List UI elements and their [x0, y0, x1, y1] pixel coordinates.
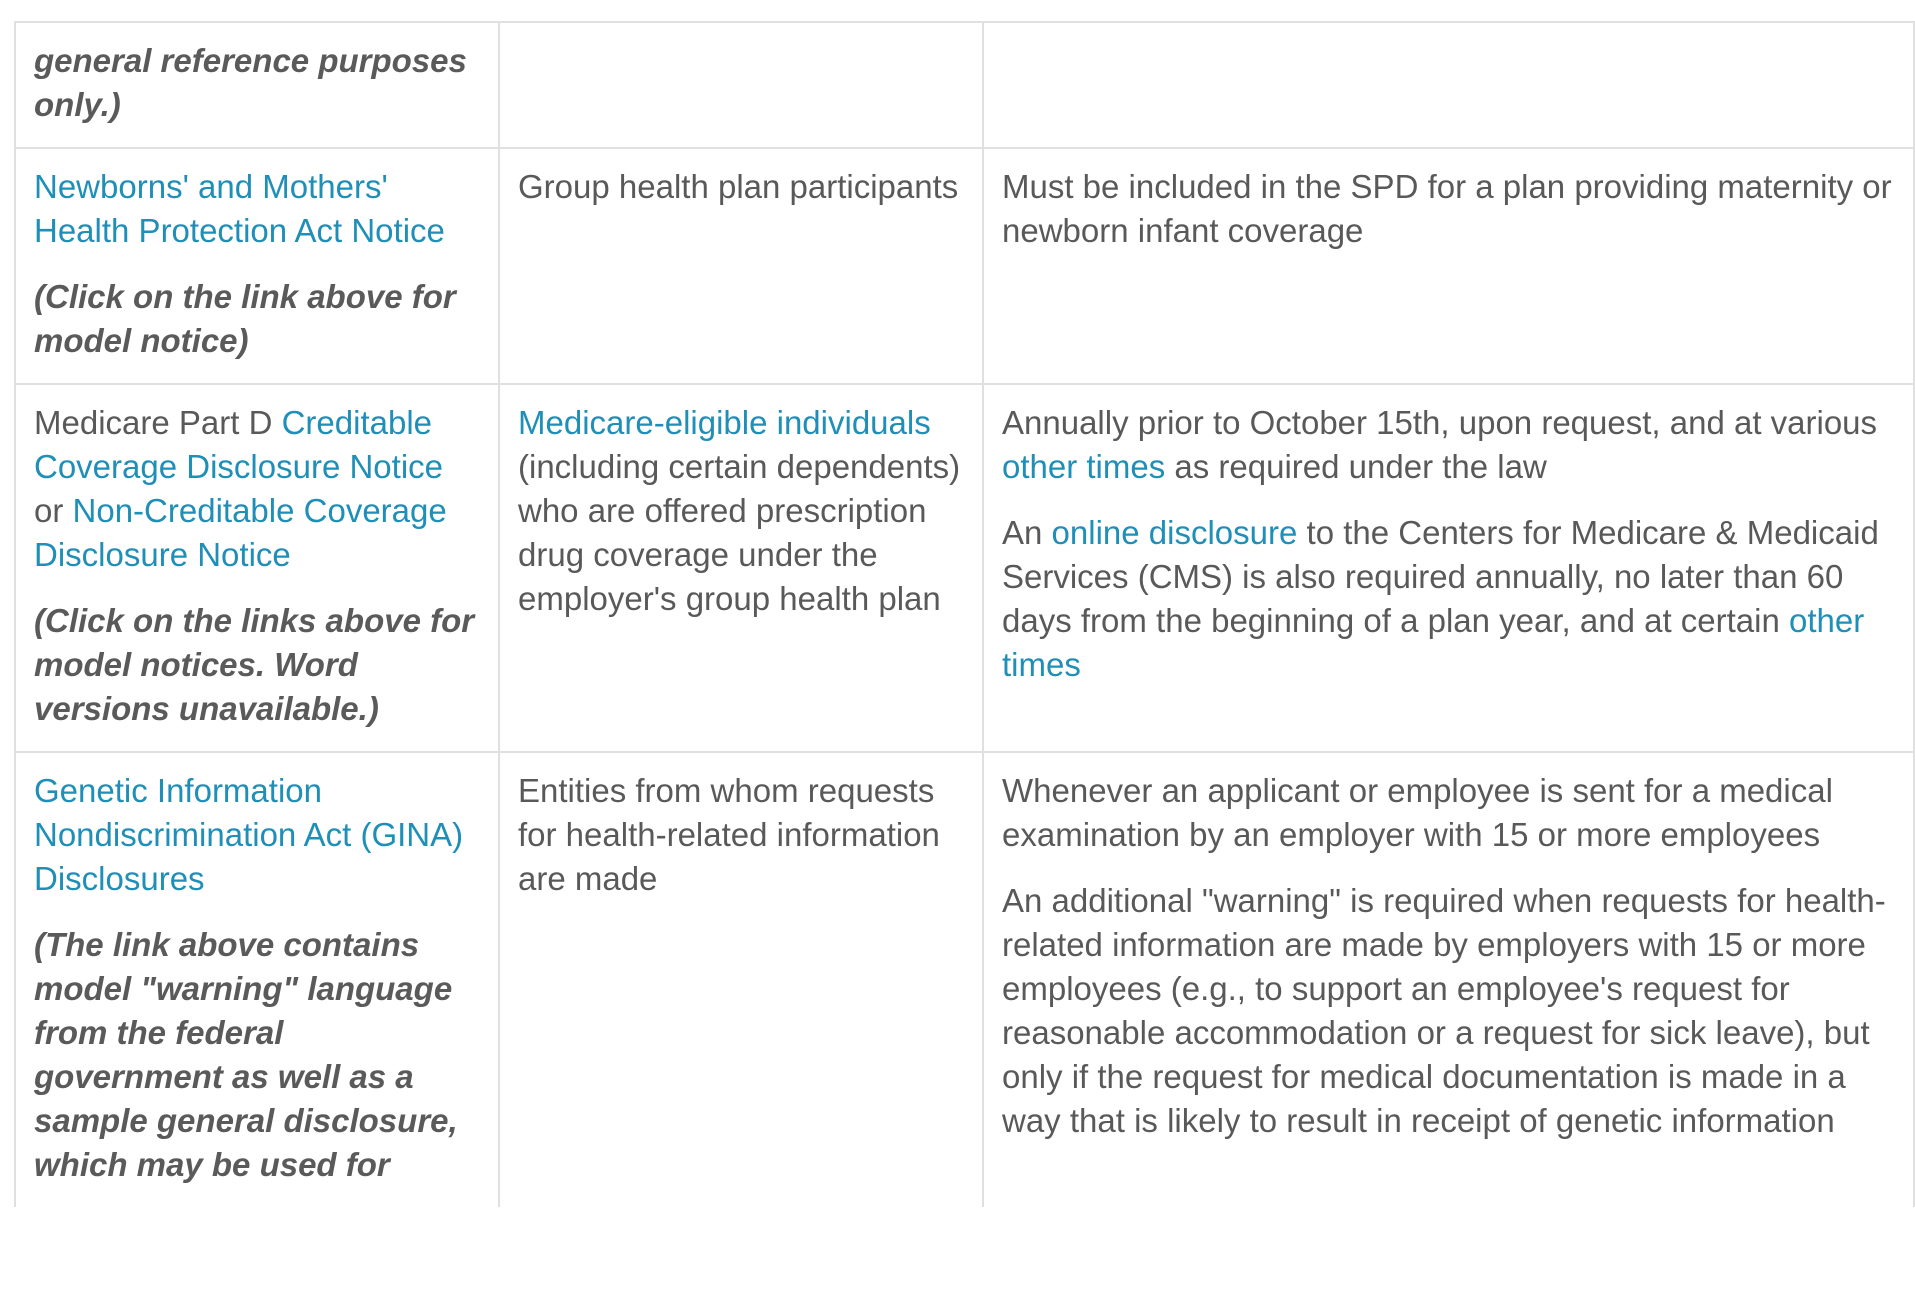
usage-note: (Click on the links above for model notices. Word versions unavailable.) — [34, 602, 475, 727]
notices-table — [14, 21, 1915, 1207]
table-row — [15, 148, 1914, 384]
timing-cell — [983, 752, 1914, 1207]
table-row — [15, 384, 1914, 752]
recipients-cell — [499, 148, 983, 384]
notice-prefix-text: Medicare Part D — [34, 404, 282, 441]
other-times-link[interactable]: other times — [1002, 448, 1166, 485]
timing-cell — [983, 384, 1914, 752]
timing-text: An additional "warning" is required when requests for health-related information are made by employers with 15 or more employees (e.g., to support an employee's request for reasonable accommodation or a request for sick leave), but only if the request for medical documentation is made in a way that is likely to result in receipt of genetic information — [1002, 882, 1886, 1139]
timing-text: Must be included in the SPD for a plan providing maternity or newborn infant coverage — [1002, 168, 1892, 249]
timing-text: to the Centers for Medicare & Medicaid Services (CMS) is also required annually, no later than 60 days from the beginning of a plan year, and at certain — [1002, 514, 1879, 639]
timing-text: as required under the law — [1165, 448, 1547, 485]
timing-cell — [983, 22, 1914, 148]
notice-cell — [15, 148, 499, 384]
recipients-cell — [499, 752, 983, 1207]
table-row — [15, 752, 1914, 1207]
notice-cell — [15, 752, 499, 1207]
notice-cell — [15, 384, 499, 752]
timing-text: An — [1002, 514, 1052, 551]
usage-note: general reference purposes only.) — [34, 42, 467, 123]
notice-cell — [15, 22, 499, 148]
medicare-eligible-link[interactable]: Medicare-eligible individuals — [518, 404, 931, 441]
recipients-text: Entities from whom requests for health-related information are made — [518, 772, 940, 897]
creditable-coverage-notice-link[interactable]: Creditable Coverage Disclosure Notice — [34, 404, 444, 485]
recipients-text: Group health plan participants — [518, 168, 959, 205]
usage-note: (The link above contains model "warning" language from the federal government as well as a sample general disclosure, which may be used for — [34, 926, 458, 1183]
timing-cell — [983, 148, 1914, 384]
usage-note: (Click on the link above for model notice) — [34, 278, 456, 359]
non-creditable-coverage-notice-link[interactable]: Non-Creditable Coverage Disclosure Notice — [34, 492, 447, 573]
table-row — [15, 22, 1914, 148]
recipients-cell — [499, 22, 983, 148]
recipients-text: (including certain dependents) who are offered prescription drug coverage under the employer's group health plan — [518, 448, 961, 617]
timing-text: Annually prior to October 15th, upon request, and at various — [1002, 404, 1878, 441]
online-disclosure-link[interactable]: online disclosure — [1051, 514, 1298, 551]
or-text: or — [34, 492, 73, 529]
recipients-cell — [499, 384, 983, 752]
newborns-mothers-notice-link[interactable]: Newborns' and Mothers' Health Protection Act Notice — [34, 168, 445, 249]
timing-text: Whenever an applicant or employee is sent for a medical examination by an employer with 15 or more employees — [1002, 772, 1833, 853]
gina-disclosures-link[interactable]: Genetic Information Nondiscrimination Act (GINA) Disclosures — [34, 772, 464, 897]
other-times-link[interactable]: other times — [1002, 602, 1865, 683]
